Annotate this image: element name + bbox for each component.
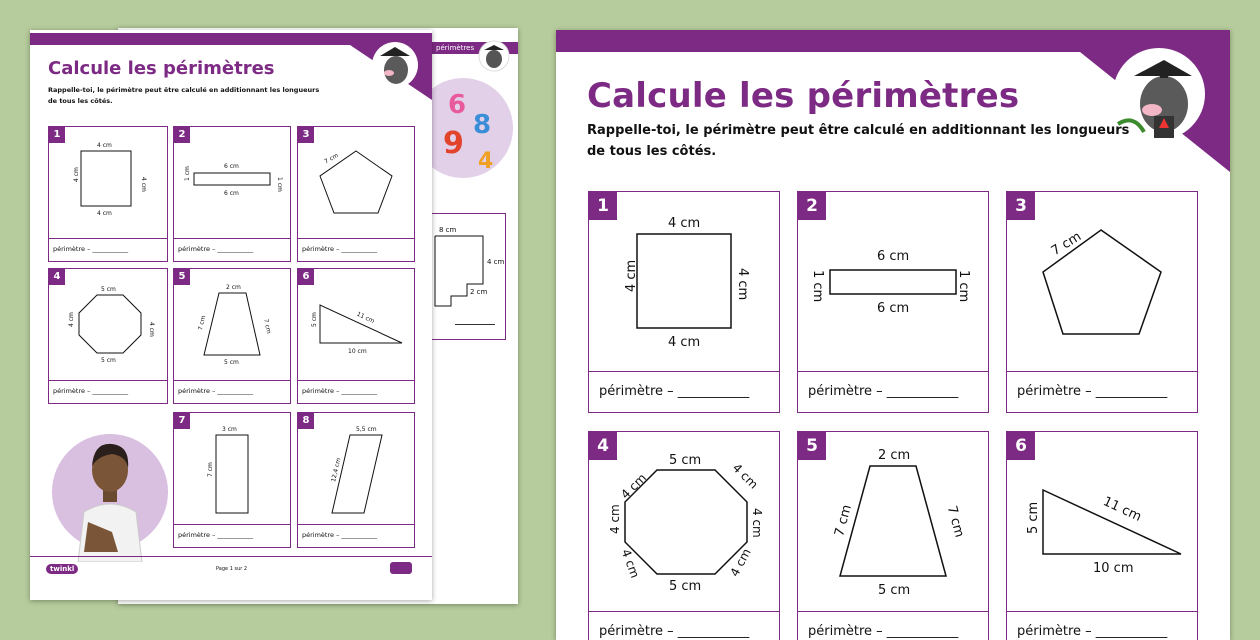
card-4: 4 5 cm 5 cm 4 cm 4 cm 4 cm 4 cm 4 cm 4 cm périmètre – ___________ [588, 431, 780, 640]
logo: twinkl [46, 564, 78, 574]
svg-text:1 cm: 1 cm [956, 270, 971, 303]
footer-badge [390, 562, 412, 574]
svg-text:1 cm: 1 cm [276, 177, 283, 192]
trapezoid-shape [798, 432, 988, 612]
small-card-number: 1 [49, 127, 65, 143]
number-8: 8 [473, 110, 492, 140]
svg-text:6 cm: 6 cm [877, 301, 910, 316]
number-6: 6 [448, 90, 467, 120]
mole-mascot-icon [370, 40, 420, 94]
svg-text:6 cm: 6 cm [224, 190, 239, 197]
label-top: 4 cm [668, 216, 701, 231]
small-page-title: Calcule les périmètres [48, 58, 275, 79]
rectangle-shape [174, 127, 290, 237]
svg-text:7 cm: 7 cm [323, 151, 340, 166]
back-label-b: 4 cm [487, 258, 505, 266]
small-card-7: 7 3 cm 7 cm périmètre – ___________ [173, 412, 291, 548]
numbers-illustration [423, 73, 513, 187]
svg-text:11 cm: 11 cm [355, 310, 376, 326]
page-number: Page 1 sur 2 [216, 566, 248, 572]
back-answer-line [455, 324, 495, 325]
card-6: 6 5 cm 11 cm 10 cm périmètre – ___________ [1006, 431, 1198, 640]
svg-text:4 cm: 4 cm [148, 322, 155, 337]
svg-text:10 cm: 10 cm [348, 348, 367, 355]
svg-text:5 cm: 5 cm [1026, 501, 1041, 534]
small-card-3: 3 7 cm périmètre – ___________ [297, 126, 415, 262]
card-1 [588, 191, 780, 413]
number-9: 9 [443, 126, 464, 161]
back-card [424, 213, 506, 340]
mole-mascot-icon [478, 40, 510, 76]
svg-text:6 cm: 6 cm [877, 249, 910, 264]
label-right: 4 cm [735, 268, 750, 301]
large-worksheet-page [556, 30, 1230, 640]
small-card-6: 6 5 cm 11 cm 10 cm périmètre – ___________ [297, 268, 415, 404]
svg-text:7 cm: 7 cm [943, 504, 967, 540]
octagon-shape [589, 432, 779, 612]
instruction-line2: de tous les côtés. [587, 144, 717, 159]
small-instruction-line1: Rappelle-toi, le périmètre peut être calculé en additionnant les longueurs [48, 86, 320, 94]
label-left: 4 cm [624, 259, 639, 292]
square-shape [589, 192, 779, 372]
svg-text:7 cm: 7 cm [197, 314, 208, 332]
card-5: 5 2 cm 5 cm 7 cm 7 cm périmètre – ___________ [797, 431, 989, 640]
svg-text:4 cm: 4 cm [73, 167, 80, 182]
svg-text:4 cm: 4 cm [729, 460, 761, 492]
label-bottom: 4 cm [668, 335, 701, 350]
small-answer-row: périmètre – ___________ [49, 238, 167, 261]
svg-text:6 cm: 6 cm [224, 163, 239, 170]
svg-text:5 cm: 5 cm [878, 583, 911, 598]
svg-text:3 cm: 3 cm [222, 426, 237, 433]
svg-text:5 cm: 5 cm [101, 286, 116, 293]
small-footer-line [30, 556, 432, 557]
octagon-shape [49, 269, 167, 379]
svg-text:4 cm: 4 cm [97, 142, 112, 149]
small-worksheet-page [30, 30, 432, 600]
trapezoid-shape [174, 269, 290, 379]
card-number: 1 [589, 192, 617, 220]
svg-text:7 cm: 7 cm [1048, 229, 1085, 259]
card-2: 2 6 cm 6 cm 1 cm 1 cm périmètre – ___________ [797, 191, 989, 413]
page-title: Calcule les périmètres [587, 76, 1020, 116]
svg-text:4 cm: 4 cm [140, 177, 147, 192]
small-card-8: 8 5,5 cm 12,4 cm périmètre – ___________ [297, 412, 415, 548]
small-card-4: 4 5 cm 5 cm 4 cm 4 cm périmètre – ___________ [48, 268, 168, 404]
back-page-header-text: périmètres [436, 44, 475, 52]
svg-text:4 cm: 4 cm [68, 312, 75, 327]
svg-text:4 cm: 4 cm [608, 504, 622, 534]
tall-rectangle-shape [174, 413, 290, 523]
pentagon-shape [1007, 192, 1197, 372]
svg-text:5 cm: 5 cm [224, 359, 239, 366]
svg-text:5 cm: 5 cm [311, 312, 318, 327]
svg-text:12,4 cm: 12,4 cm [330, 457, 343, 483]
svg-text:5 cm: 5 cm [669, 453, 702, 468]
pentagon-shape [298, 127, 414, 237]
svg-text:4 cm: 4 cm [750, 508, 764, 538]
svg-text:4 cm: 4 cm [618, 470, 650, 502]
answer-label: périmètre – ___________ [599, 384, 750, 399]
svg-text:7 cm: 7 cm [832, 503, 855, 539]
card-3: 3 7 cm périmètre – ___________ [1006, 191, 1198, 413]
svg-text:2 cm: 2 cm [878, 448, 911, 463]
triangle-shape [1007, 432, 1197, 612]
number-4: 4 [478, 149, 494, 174]
small-card-1 [48, 126, 168, 262]
back-label-c: 2 cm [470, 288, 488, 296]
svg-text:11 cm: 11 cm [1100, 494, 1144, 525]
answer-row [589, 371, 779, 412]
svg-text:4 cm: 4 cm [618, 547, 643, 580]
svg-text:10 cm: 10 cm [1093, 561, 1134, 576]
svg-text:5 cm: 5 cm [101, 357, 116, 364]
small-card-2: 2 6 cm 6 cm 1 cm 1 cm périmètre – ___________ [173, 126, 291, 262]
svg-text:5,5 cm: 5,5 cm [356, 426, 377, 433]
svg-text:4 cm: 4 cm [727, 546, 754, 579]
small-instruction-line2: de tous les côtés. [48, 97, 113, 105]
thinking-girl-illustration [48, 412, 168, 566]
svg-text:7 cm: 7 cm [207, 462, 214, 477]
small-card-5: 5 2 cm 5 cm 7 cm 7 cm périmètre – ___________ [173, 268, 291, 404]
back-label-a: 8 cm [439, 226, 457, 234]
svg-text:1 cm: 1 cm [810, 270, 825, 303]
svg-text:5 cm: 5 cm [669, 579, 702, 594]
svg-text:2 cm: 2 cm [226, 284, 241, 291]
square-shape [49, 127, 167, 237]
svg-text:4 cm: 4 cm [97, 210, 112, 217]
triangle-shape [298, 269, 414, 379]
svg-text:7 cm: 7 cm [262, 318, 273, 335]
svg-text:1 cm: 1 cm [184, 166, 191, 181]
rectangle-shape [798, 192, 988, 372]
instruction-line1: Rappelle-toi, le périmètre peut être calculé en additionnant les longueurs [587, 123, 1130, 138]
parallelogram-shape [298, 413, 414, 523]
